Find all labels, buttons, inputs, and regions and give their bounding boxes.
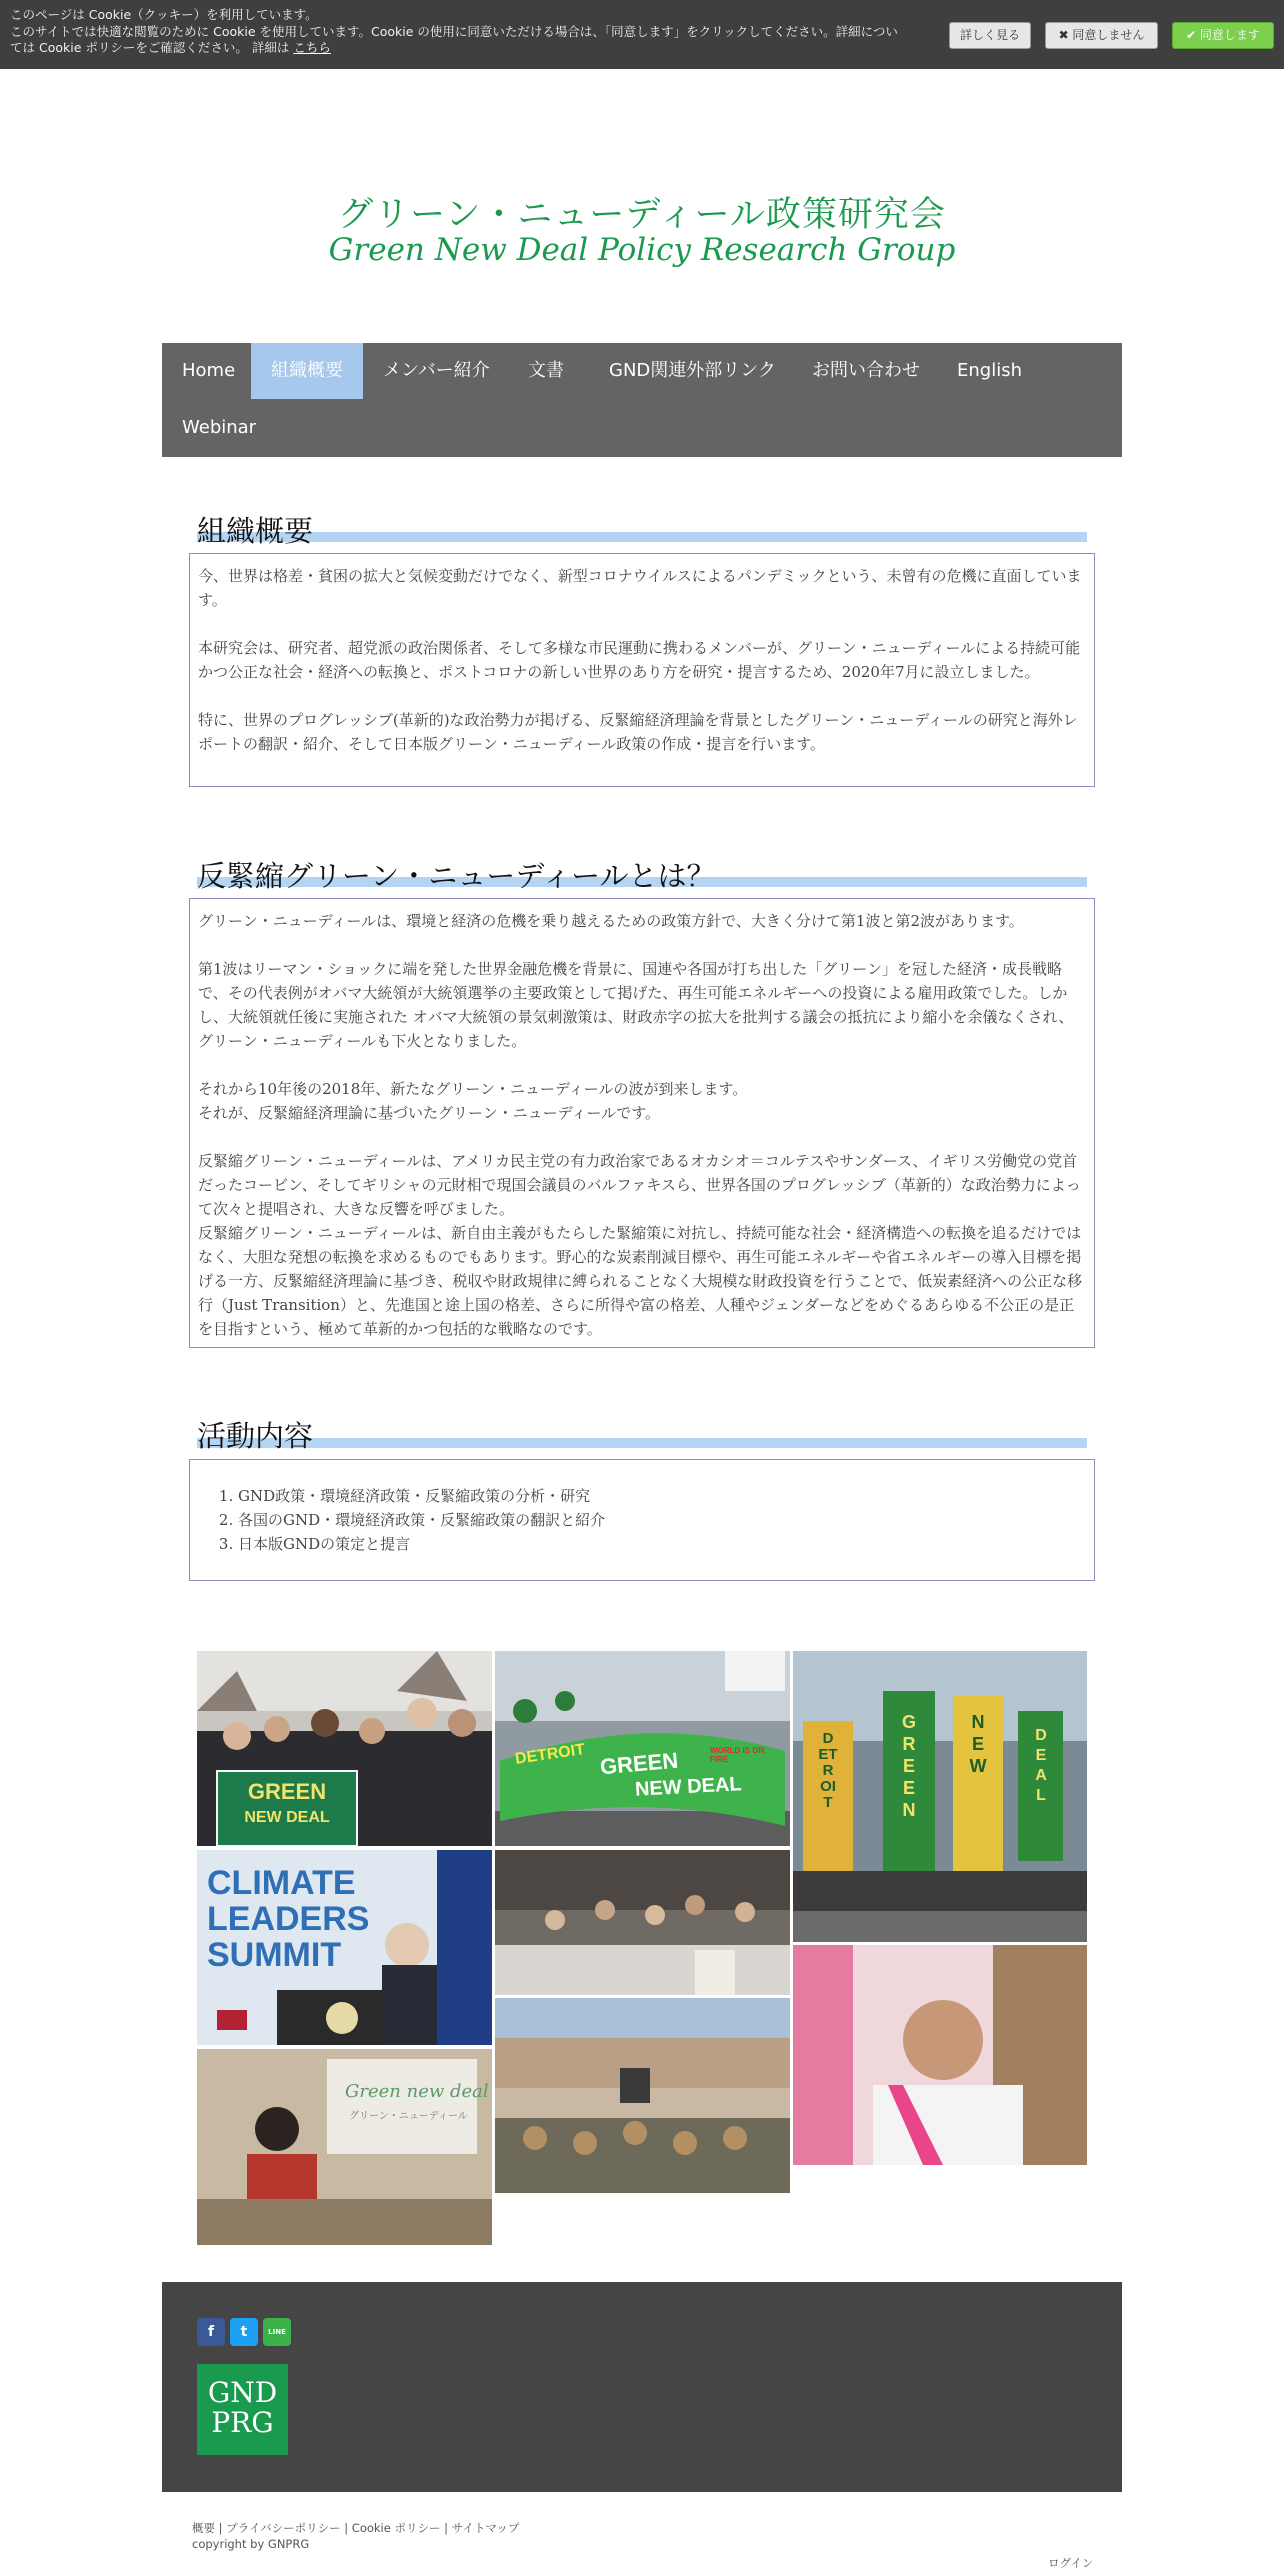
section-title-activities: 活動内容	[197, 1419, 314, 1453]
about-paragraph-2: 本研究会は、研究者、超党派の政治関係者、そして多様な市民運動に携わるメンバーが、グリーン・ニューディールによる持続可能かつ公正な社会・経済への転換と、ポストコロナの新しい世界のあり方を研究・提言するため、2020年7月に設立しました。	[198, 639, 1081, 681]
logo-line-1: GND	[207, 2376, 278, 2409]
nav-item-about[interactable]: 組織概要	[251, 343, 363, 399]
slide-title: Green new deal	[345, 2081, 489, 2102]
sign-text: NEW DEAL	[244, 1809, 330, 1826]
list-item: 2. 各国のGND・環境経済政策・反緊縮政策の翻訳と紹介	[238, 1508, 1086, 1532]
antiausterity-box	[189, 898, 1095, 1348]
gnd-paragraph-3b: それが、反緊縮経済理論に基づいたグリーン・ニューディールです。	[198, 1104, 661, 1122]
summit-line-1: CLIMATE	[207, 1864, 356, 1902]
cookie-more-button[interactable]: 詳しく見る	[949, 22, 1031, 49]
section-underline	[197, 1438, 1087, 1448]
facebook-icon[interactable]: f	[197, 2318, 225, 2346]
cookie-line-2: このサイトでは快適な閲覧のために Cookie を使用しています。Cookie の使用に同意いただける場合は、「同意します」をクリックしてください。詳細につい	[10, 23, 898, 39]
summit-line-2: LEADERS	[207, 1900, 370, 1938]
banner-text: GREEN	[599, 1747, 680, 1780]
cookie-text	[10, 7, 940, 57]
footer-links	[192, 2520, 519, 2552]
photo-green-new-deal-press[interactable]	[197, 1651, 492, 1846]
main-nav	[162, 343, 1122, 457]
about-paragraph-1: 今、世界は格差・貧困の拡大と気候変動だけでなく、新型コロナウイルスによるパンデミックという、未曾有の危機に直面しています。	[198, 567, 1082, 609]
footer-nav-links[interactable]: 概要 | プライバシーポリシー | Cookie ポリシー | サイトマップ	[192, 2521, 520, 2535]
cookie-line-3-text: ては Cookie ポリシーをご確認ください。 詳細は	[10, 40, 290, 55]
section-underline	[197, 532, 1087, 542]
banner-text: GREEN	[901, 1712, 916, 1820]
banner-text: DEAL	[1035, 1727, 1047, 1804]
nav-item-contact[interactable]: お問い合わせ	[812, 360, 920, 381]
photo-grand-canyon[interactable]	[495, 1998, 790, 2193]
nav-item-home[interactable]: Home	[182, 360, 236, 381]
banner-text: DETROIT	[818, 1730, 838, 1811]
cookie-decline-button[interactable]: ✖ 同意しません	[1045, 22, 1158, 49]
summit-text	[207, 1865, 369, 1973]
section-title-antiausterity: 反緊縮グリーン・ニューディールとは？	[197, 859, 716, 893]
nav-item-external-links[interactable]: GND関連外部リンク	[609, 360, 776, 381]
banner-text: NEW DEAL	[634, 1773, 743, 1801]
login-link[interactable]: ログイン	[1048, 2556, 1094, 2568]
gnprg-logo[interactable]	[197, 2364, 288, 2455]
logo-line-2: PRG	[211, 2406, 274, 2439]
sign-text: GREEN	[247, 1779, 327, 1804]
photo-speaker[interactable]	[793, 1945, 1087, 2165]
gnd-paragraph-1: グリーン・ニューディールは、環境と経済の危機を乗り越えるための政策方針で、大きく分けて第1波と第2波があります。	[198, 912, 1024, 930]
list-item: 3. 日本版GNDの策定と提言	[238, 1532, 1086, 1556]
summit-line-3: SUMMIT	[207, 1936, 342, 1974]
slide-subtitle: グリーン・ニューディール	[349, 2111, 468, 2122]
sign-text: WORLD IS ON FIRE	[710, 1746, 765, 1764]
cookie-line-1: このページは Cookie（クッキー）を利用しています。	[10, 7, 318, 22]
gnd-paragraph-3a: それから10年後の2018年、新たなグリーン・ニューディールの波が到来します。	[198, 1080, 748, 1098]
line-icon[interactable]: LINE	[263, 2318, 291, 2346]
activities-box	[189, 1459, 1095, 1581]
twitter-icon[interactable]: t	[230, 2318, 258, 2346]
banner-text: NEW	[969, 1712, 987, 1776]
nav-item-webinar[interactable]: Webinar	[182, 417, 257, 438]
activities-list	[198, 1484, 1086, 1556]
about-box	[189, 553, 1095, 787]
cookie-details-link[interactable]: こちら	[293, 40, 331, 55]
banner-text: DETROIT	[514, 1741, 586, 1768]
about-paragraph-3: 特に、世界のプログレッシブ(革新的)な政治勢力が掲げる、反緊縮経済理論を背景としたグリーン・ニューディールの研究と海外レポートの翻訳・紹介、そして日本版グリーン・ニューディール政策の作成・提言を行います。	[198, 711, 1078, 753]
nav-item-documents[interactable]: 文書	[528, 360, 564, 381]
nav-item-english[interactable]: English	[957, 360, 1022, 381]
cookie-line-3	[10, 40, 940, 57]
cookie-accept-button[interactable]: ✔ 同意します	[1172, 22, 1274, 49]
cookie-banner	[0, 0, 1284, 69]
site-title-en[interactable]: Green New Deal Policy Research Group	[328, 232, 956, 268]
site-title-jp[interactable]: グリーン・ニューディール政策研究会	[338, 195, 946, 235]
photo-street-rally[interactable]	[495, 1850, 790, 1995]
gnd-paragraph-4: 反緊縮グリーン・ニューディールは、アメリカ民主党の有力政治家であるオカシオ＝コルテスやサンダース、イギリス労働党の党首だったコービン、そしてギリシャの元財相で現国会議員のバルファキスら、世界各国のプログレッシブ（革新的）な政治勢力によって次々と提唱され、大きな反響を呼びました。	[198, 1152, 1081, 1218]
photo-presentation[interactable]	[197, 2049, 492, 2245]
copyright: copyright by GNPRG	[192, 2537, 310, 2551]
gnd-paragraph-5: 反緊縮グリーン・ニューディールは、新自由主義がもたらした緊縮策に対抗し、持続可能な社会・経済構造への転換を追るだけではなく、大胆な発想の転換を求めるものでもあります。野心的な炭素削減目標や、再生可能エネルギーや省エネルギーの導入目標を掲げる一方、反緊縮経済理論に基づき、税収や財政規律に縛られることなく大規模な財政投資を行うことで、低炭素経済への公正な移行（Just Transition）と、先進国と途上国の格差、さらに所得や富の格差、人種やジェンダーなどをめぐるあらゆる不公正の是正を目指すという、極めて革新的かつ包括的な戦略なのです。	[198, 1224, 1083, 1338]
nav-item-members[interactable]: メンバー紹介	[383, 360, 490, 381]
section-title-about: 組織概要	[197, 514, 314, 548]
photo-detroit-march[interactable]	[495, 1651, 790, 1846]
photo-detroit-banners[interactable]	[793, 1651, 1087, 1942]
footer	[162, 2282, 1122, 2492]
photo-climate-summit[interactable]	[197, 1850, 492, 2045]
list-item: 1. GND政策・環境経済政策・反緊縮政策の分析・研究	[238, 1484, 1086, 1508]
gnd-paragraph-2: 第1波はリーマン・ショックに端を発した世界金融危機を背景に、国連や各国が打ち出した「グリーン」を冠した経済・成長戦略で、その代表例がオバマ大統領が大統領選挙の主要政策として掲げた、再生可能エネルギーへの投資による雇用政策でした。しかし、大統領就任後に実施された オバマ大統領の景気刺激策は、財政赤字の拡大を批判する議会の抵抗により縮小を余儀なくされ、グリーン・ニューディールも下火となりました。	[198, 960, 1074, 1050]
